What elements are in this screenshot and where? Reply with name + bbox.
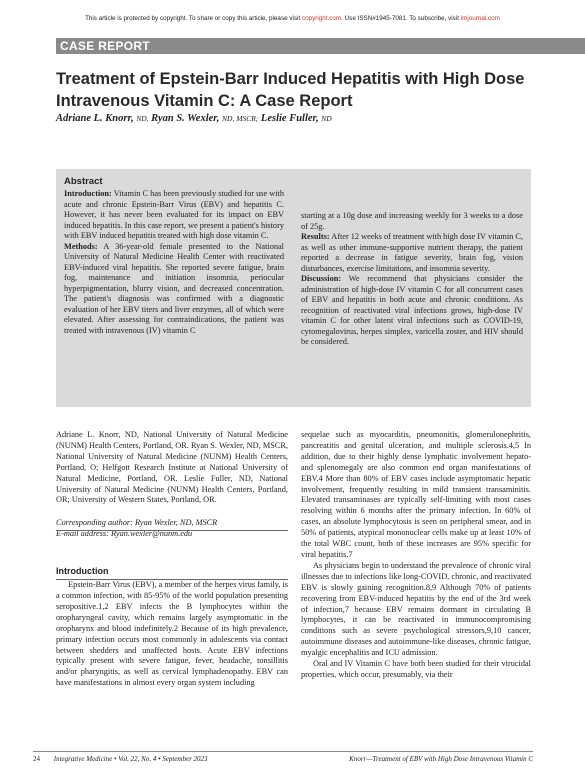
abstract-label: Methods: <box>64 241 98 251</box>
body-paragraph: Oral and IV Vitamin C have both been studied for their virucidal properties, which occur, presumably, via their <box>301 659 531 679</box>
author-degree: ND, MSCR; <box>222 114 259 123</box>
abstract-methods <box>64 242 284 337</box>
body-paragraph: sequelae such as myocarditis, pneumonitis, glomerulonephritis, pancreatitis and genital ulceration, and multiple sclerosis.4,5 In addition, due to their highly dense lymphatic involvement hepato- and splenomegaly are also common end organ manifestations of EBV.4 More than 80% of EBV cases include asymptomatic hepatic involvement, frequently resulting in mild transient transaminitis. Elevated transaminases are typically self-limiting with most cases resolving within 6 months after the primary infection. In 60% of cases, an absolute lymphocytosis is seen on peripheral smear, and in 50% of patients, atypical mononuclear cells make up at least 10% of the total WBC count, both of these increases are 95% specific for viral hepatitis.7 <box>301 430 531 559</box>
author-affiliations: Adriane L. Knorr, ND, National University of Natural Medicine (NUNM) Health Centers, Portland, OR. Ryan S. Wexler, ND, MSCR, National University of Natural Medicine (NUNM) Health Centers, Portland, O; Helfgott Research Institute at National University of Natural Medicine, Portland, OR. Leslie Fuller, ND, National University of Natural Medicine (NUNM) Health Centers, Portland, OR; University of Western States, Portland, OR. <box>56 430 288 505</box>
subscribe-link[interactable]: imjournal.com <box>460 15 500 22</box>
journal-citation: Integrative Medicine • Vol. 22, No. 4 • September 2023 <box>53 755 208 763</box>
section-label-bar <box>56 38 585 54</box>
abstract-box <box>56 169 531 407</box>
body-column-left <box>56 430 288 689</box>
abstract-results <box>301 232 523 274</box>
abstract-column-right <box>301 211 523 348</box>
copyright-link[interactable]: copyright.com <box>301 15 342 22</box>
abstract-label: Discussion: <box>301 274 342 283</box>
body-column-right <box>301 430 531 681</box>
running-title: Knorr—Treatment of EBV with High Dose Intravenous Vitamin C <box>349 755 533 763</box>
author-name: Ryan S. Wexler, <box>151 113 220 124</box>
divider-rule <box>56 579 288 580</box>
abstract-heading: Abstract <box>64 176 103 187</box>
author-line <box>56 113 536 124</box>
section-heading-introduction: Introduction <box>56 566 109 577</box>
footer-divider <box>33 751 533 752</box>
divider-rule <box>56 530 288 531</box>
abstract-label: Introduction: <box>64 189 112 198</box>
body-paragraph: As physicians begin to understand the prevalence of chronic viral illnesses due to infections like long-COVID, chronic, and reactivated EBV is slowly gaining recognition.8,9 Although 70% of patients recovering from EBV-induced hepatitis by the end of the 3rd week of infection,7 because EBV remains dormant in circulating B lymphocytes, it can be reactivated in immunocompromising conditions such as severe psychological stressors,9,10 cancer, autoimmune diseases and autoimmune-like diseases, chronic fatigue, myalgic encephalitis and ICU admission. <box>301 560 531 658</box>
author-name: Adriane L. Knorr, <box>56 113 134 124</box>
section-label: CASE REPORT <box>60 39 150 53</box>
abstract-introduction <box>64 189 284 242</box>
article-title: Treatment of Epstein-Barr Induced Hepatitis with High Dose Intravenous Vitamin C: A Case Report <box>56 70 525 110</box>
abstract-label: Results: <box>301 232 330 241</box>
corresponding-email: E-mail address: Ryan.wexler@nunm.edu <box>56 529 193 539</box>
page-footer <box>33 755 533 763</box>
author-degree: ND, <box>136 114 149 123</box>
copyright-text-mid: . Use ISSN#1945-7081. To subscribe, visit <box>341 15 459 22</box>
abstract-discussion <box>301 274 523 348</box>
abstract-text: After 12 weeks of treatment with high dose IV vitamin C, as well as other immune-supportive nutrient therapy, the patient reported a decrease in fatigue severity, brain fog, vision disturbances, exercise limitations, and insomnia severity. <box>301 232 523 273</box>
abstract-column-left <box>64 189 284 336</box>
abstract-text: We recommend that physicians consider the administration of high-dose IV vitamin C for all concurrent cases of EBV and hepatitis in both acute and chronic conditions. As recognition of reactivated viral infections grows, high-dose IV vitamin C for other latent viral infections such as COVID-19, cytomegalovirus, herpes simplex, varicella zoster, and HIV should be considered. <box>301 274 523 346</box>
abstract-text: Vitamin C has been previously studied for use with acute and chronic Epstein-Barr Virus (EBV) and hepatitis C. However, it has never been evaluated for its impact on EBV induced hepatitis. In this case report, we present a patient's history with EBV induced hepatitis treated with high dose vitamin C. <box>64 189 284 240</box>
abstract-text: A 36-year-old female presented to the National University of Natural Medicine Health Center with reactivated EBV-induced viral hepatitis. She reported severe fatigue, brain fog, maintenance and initiation insomnia, periocular hyperpigmentation, blurry vision, and decreased concentration. The patient's diagnosis was confirmed with a diagnostic evaluation of her EBV titers and liver enzymes, all of which were elevated. After assessing for contraindications, the patient was treated with intravenous (IV) vitamin C <box>64 241 284 335</box>
abstract-methods-cont: starting at a 10g dose and increasing weekly for 3 weeks to a dose of 25g. <box>301 211 523 231</box>
copyright-notice <box>0 15 585 22</box>
copyright-text: This article is protected by copyright. To share or copy this article, please visit <box>85 15 301 22</box>
author-name: Leslie Fuller, <box>260 113 319 124</box>
author-degree: ND <box>321 114 332 123</box>
page-number: 24 <box>33 755 40 763</box>
body-paragraph: Epstein-Barr Virus (EBV), a member of the herpes virus family, is a common infection, with 85-95% of the world population presenting seropositive.1,2 EBV infects the B lymphocytes within the oropharyngeal cavity, which remains largely asymptomatic in the oropharynx and blood indefinitely.2 Because of its high prevalence, primary infection occurs most commonly in adolescents via contact between shedders and unaffected hosts. Acute EBV infections typically present with severe fatigue, fever, headache, tonsillitis and/or pharyngitis, as well as cervical lymphadenopathy. EBV can have manifestations in almost every organ system including <box>56 580 289 688</box>
corresponding-author: Corresponding author: Ryan Wexler, ND, MSCR <box>56 518 218 528</box>
